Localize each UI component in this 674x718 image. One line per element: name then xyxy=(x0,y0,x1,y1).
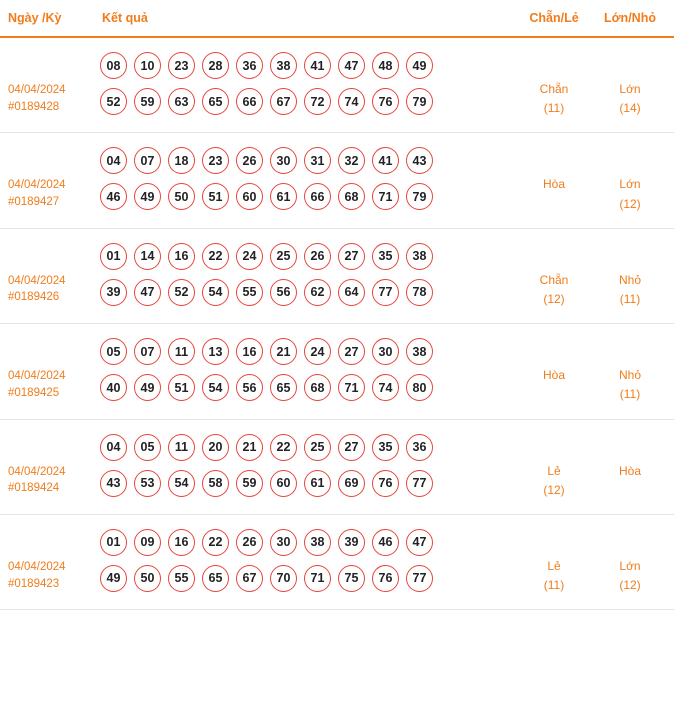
draw-issue: #0189425 xyxy=(8,386,60,399)
table-row xyxy=(0,229,674,324)
result-balls-cell xyxy=(96,338,514,401)
draw-date: 04/04/2024 xyxy=(8,370,66,383)
result-ball: 76 xyxy=(372,565,399,592)
result-ball: 14 xyxy=(134,243,161,270)
result-ball: 47 xyxy=(134,279,161,306)
draw-date-cell xyxy=(8,338,96,401)
table-row xyxy=(0,133,674,228)
result-ball: 66 xyxy=(304,183,331,210)
result-ball: 78 xyxy=(406,279,433,306)
draw-issue: #0189423 xyxy=(8,577,60,590)
result-ball: 22 xyxy=(270,434,297,461)
draw-issue: #0189426 xyxy=(8,291,60,304)
result-ball: 64 xyxy=(338,279,365,306)
result-ball: 47 xyxy=(338,52,365,79)
odd-even-count: (12) xyxy=(543,482,565,497)
result-ball: 30 xyxy=(270,529,297,556)
table-row xyxy=(0,38,674,133)
result-ball: 27 xyxy=(338,338,365,365)
result-ball: 04 xyxy=(100,147,127,174)
result-ball: 21 xyxy=(236,434,263,461)
result-ball: 26 xyxy=(236,147,263,174)
result-ball: 62 xyxy=(304,279,331,306)
table-row xyxy=(0,515,674,610)
result-ball: 26 xyxy=(236,529,263,556)
result-ball: 68 xyxy=(338,183,365,210)
result-ball: 36 xyxy=(406,434,433,461)
result-ball: 54 xyxy=(168,470,195,497)
result-ball: 05 xyxy=(100,338,127,365)
result-ball: 08 xyxy=(100,52,127,79)
big-small-count: (11) xyxy=(619,291,641,306)
result-ball: 24 xyxy=(304,338,331,365)
result-ball: 55 xyxy=(168,565,195,592)
header-date: Ngày /Kỳ xyxy=(8,11,62,25)
ball-line xyxy=(100,374,514,401)
big-small-value: Lớn xyxy=(619,558,641,573)
result-ball: 27 xyxy=(338,243,365,270)
result-ball: 32 xyxy=(338,147,365,174)
result-ball: 07 xyxy=(134,147,161,174)
result-ball: 38 xyxy=(270,52,297,79)
header-odd-even: Chẵn/Lẻ xyxy=(529,11,579,25)
odd-even-cell xyxy=(514,434,594,500)
result-ball: 68 xyxy=(304,374,331,401)
result-ball: 11 xyxy=(168,434,195,461)
big-small-cell xyxy=(594,52,666,118)
big-small-cell xyxy=(594,243,666,309)
result-ball: 51 xyxy=(168,374,195,401)
result-ball: 58 xyxy=(202,470,229,497)
draw-issue: #0189428 xyxy=(8,100,60,113)
result-ball: 50 xyxy=(168,183,195,210)
ball-line xyxy=(100,183,514,210)
result-ball: 16 xyxy=(168,243,195,270)
result-ball: 04 xyxy=(100,434,127,461)
odd-even-count: (11) xyxy=(543,578,565,593)
result-ball: 75 xyxy=(338,565,365,592)
draw-date: 04/04/2024 xyxy=(8,560,66,573)
result-ball: 05 xyxy=(134,434,161,461)
ball-line xyxy=(100,529,514,556)
result-ball: 50 xyxy=(134,565,161,592)
result-ball: 52 xyxy=(100,88,127,115)
ball-line xyxy=(100,434,514,461)
result-ball: 22 xyxy=(202,529,229,556)
result-ball: 40 xyxy=(100,374,127,401)
result-ball: 26 xyxy=(304,243,331,270)
result-balls-cell xyxy=(96,243,514,306)
result-ball: 60 xyxy=(270,470,297,497)
big-small-value: Lớn xyxy=(619,177,641,192)
ball-line xyxy=(100,147,514,174)
ball-line xyxy=(100,338,514,365)
ball-line xyxy=(100,52,514,79)
result-ball: 77 xyxy=(406,565,433,592)
result-ball: 18 xyxy=(168,147,195,174)
result-ball: 41 xyxy=(372,147,399,174)
table-row xyxy=(0,324,674,419)
odd-even-cell xyxy=(514,529,594,595)
result-ball: 77 xyxy=(372,279,399,306)
result-ball: 46 xyxy=(100,183,127,210)
result-balls-cell xyxy=(96,434,514,497)
table-row xyxy=(0,420,674,515)
big-small-cell xyxy=(594,338,666,404)
ball-line xyxy=(100,279,514,306)
ball-line xyxy=(100,470,514,497)
result-ball: 65 xyxy=(202,88,229,115)
odd-even-value: Hòa xyxy=(542,368,565,383)
result-ball: 48 xyxy=(372,52,399,79)
draw-date-cell xyxy=(8,243,96,306)
odd-even-value: Hòa xyxy=(542,177,565,192)
result-ball: 67 xyxy=(236,565,263,592)
result-ball: 79 xyxy=(406,88,433,115)
result-ball: 66 xyxy=(236,88,263,115)
result-ball: 46 xyxy=(372,529,399,556)
result-ball: 39 xyxy=(100,279,127,306)
big-small-count: (11) xyxy=(619,387,641,402)
result-ball: 80 xyxy=(406,374,433,401)
result-ball: 60 xyxy=(236,183,263,210)
result-ball: 76 xyxy=(372,88,399,115)
result-ball: 41 xyxy=(304,52,331,79)
table-body xyxy=(0,38,674,610)
result-ball: 23 xyxy=(168,52,195,79)
odd-even-value: Chẵn xyxy=(539,272,569,287)
odd-even-cell xyxy=(514,243,594,309)
result-ball: 71 xyxy=(304,565,331,592)
result-ball: 59 xyxy=(134,88,161,115)
big-small-count: (12) xyxy=(619,196,641,211)
result-ball: 71 xyxy=(338,374,365,401)
result-ball: 16 xyxy=(168,529,195,556)
draw-date: 04/04/2024 xyxy=(8,465,66,478)
result-ball: 43 xyxy=(406,147,433,174)
header-big-small: Lớn/Nhỏ xyxy=(604,11,656,25)
odd-even-value: Lẻ xyxy=(547,558,561,573)
result-ball: 35 xyxy=(372,434,399,461)
big-small-value: Lớn xyxy=(619,82,641,96)
result-ball: 49 xyxy=(134,183,161,210)
result-ball: 49 xyxy=(134,374,161,401)
draw-date-cell xyxy=(8,434,96,497)
odd-even-value: Chẵn xyxy=(539,82,569,96)
result-ball: 67 xyxy=(270,88,297,115)
result-ball: 54 xyxy=(202,279,229,306)
result-ball: 09 xyxy=(134,529,161,556)
big-small-cell xyxy=(594,434,666,481)
big-small-count: (14) xyxy=(619,101,641,116)
result-ball: 74 xyxy=(338,88,365,115)
draw-date: 04/04/2024 xyxy=(8,179,66,192)
result-ball: 54 xyxy=(202,374,229,401)
result-ball: 39 xyxy=(338,529,365,556)
result-balls-cell xyxy=(96,529,514,592)
result-ball: 79 xyxy=(406,183,433,210)
result-ball: 35 xyxy=(372,243,399,270)
big-small-cell xyxy=(594,147,666,213)
result-ball: 16 xyxy=(236,338,263,365)
result-ball: 30 xyxy=(270,147,297,174)
result-ball: 31 xyxy=(304,147,331,174)
result-ball: 71 xyxy=(372,183,399,210)
odd-even-cell xyxy=(514,52,594,118)
result-ball: 22 xyxy=(202,243,229,270)
result-ball: 56 xyxy=(270,279,297,306)
result-ball: 23 xyxy=(202,147,229,174)
draw-date-cell xyxy=(8,52,96,115)
result-ball: 43 xyxy=(100,470,127,497)
result-ball: 72 xyxy=(304,88,331,115)
draw-date-cell xyxy=(8,529,96,592)
big-small-count: (12) xyxy=(619,578,641,593)
odd-even-cell xyxy=(514,147,594,194)
result-ball: 30 xyxy=(372,338,399,365)
result-ball: 25 xyxy=(270,243,297,270)
result-ball: 49 xyxy=(100,565,127,592)
ball-line xyxy=(100,243,514,270)
result-ball: 59 xyxy=(236,470,263,497)
draw-issue: #0189424 xyxy=(8,482,60,495)
result-ball: 65 xyxy=(270,374,297,401)
result-ball: 27 xyxy=(338,434,365,461)
big-small-cell xyxy=(594,529,666,595)
result-ball: 38 xyxy=(304,529,331,556)
result-ball: 69 xyxy=(338,470,365,497)
result-ball: 76 xyxy=(372,470,399,497)
result-ball: 11 xyxy=(168,338,195,365)
header-result: Kết quả xyxy=(102,11,148,25)
result-ball: 65 xyxy=(202,565,229,592)
result-ball: 77 xyxy=(406,470,433,497)
result-ball: 49 xyxy=(406,52,433,79)
draw-date: 04/04/2024 xyxy=(8,274,66,287)
result-ball: 01 xyxy=(100,243,127,270)
ball-line xyxy=(100,565,514,592)
result-ball: 70 xyxy=(270,565,297,592)
result-ball: 25 xyxy=(304,434,331,461)
result-ball: 61 xyxy=(270,183,297,210)
odd-even-cell xyxy=(514,338,594,385)
result-ball: 51 xyxy=(202,183,229,210)
result-ball: 28 xyxy=(202,52,229,79)
result-balls-cell xyxy=(96,147,514,210)
result-ball: 47 xyxy=(406,529,433,556)
draw-date: 04/04/2024 xyxy=(8,84,66,96)
result-ball: 01 xyxy=(100,529,127,556)
odd-even-count: (12) xyxy=(543,291,565,306)
odd-even-value: Lẻ xyxy=(547,463,561,478)
result-ball: 63 xyxy=(168,88,195,115)
result-ball: 36 xyxy=(236,52,263,79)
result-ball: 38 xyxy=(406,338,433,365)
result-ball: 21 xyxy=(270,338,297,365)
big-small-value: Nhỏ xyxy=(618,272,641,287)
table-header-row xyxy=(0,0,674,38)
result-ball: 20 xyxy=(202,434,229,461)
result-ball: 55 xyxy=(236,279,263,306)
result-ball: 52 xyxy=(168,279,195,306)
big-small-value: Nhỏ xyxy=(618,368,641,383)
result-ball: 53 xyxy=(134,470,161,497)
result-balls-cell xyxy=(96,52,514,115)
ball-line xyxy=(100,88,514,115)
result-ball: 13 xyxy=(202,338,229,365)
result-ball: 10 xyxy=(134,52,161,79)
big-small-value: Hòa xyxy=(618,463,641,478)
result-ball: 07 xyxy=(134,338,161,365)
result-ball: 61 xyxy=(304,470,331,497)
result-ball: 56 xyxy=(236,374,263,401)
draw-issue: #0189427 xyxy=(8,196,60,209)
draw-date-cell xyxy=(8,147,96,210)
odd-even-count: (11) xyxy=(543,101,565,116)
result-ball: 74 xyxy=(372,374,399,401)
result-ball: 38 xyxy=(406,243,433,270)
result-ball: 24 xyxy=(236,243,263,270)
